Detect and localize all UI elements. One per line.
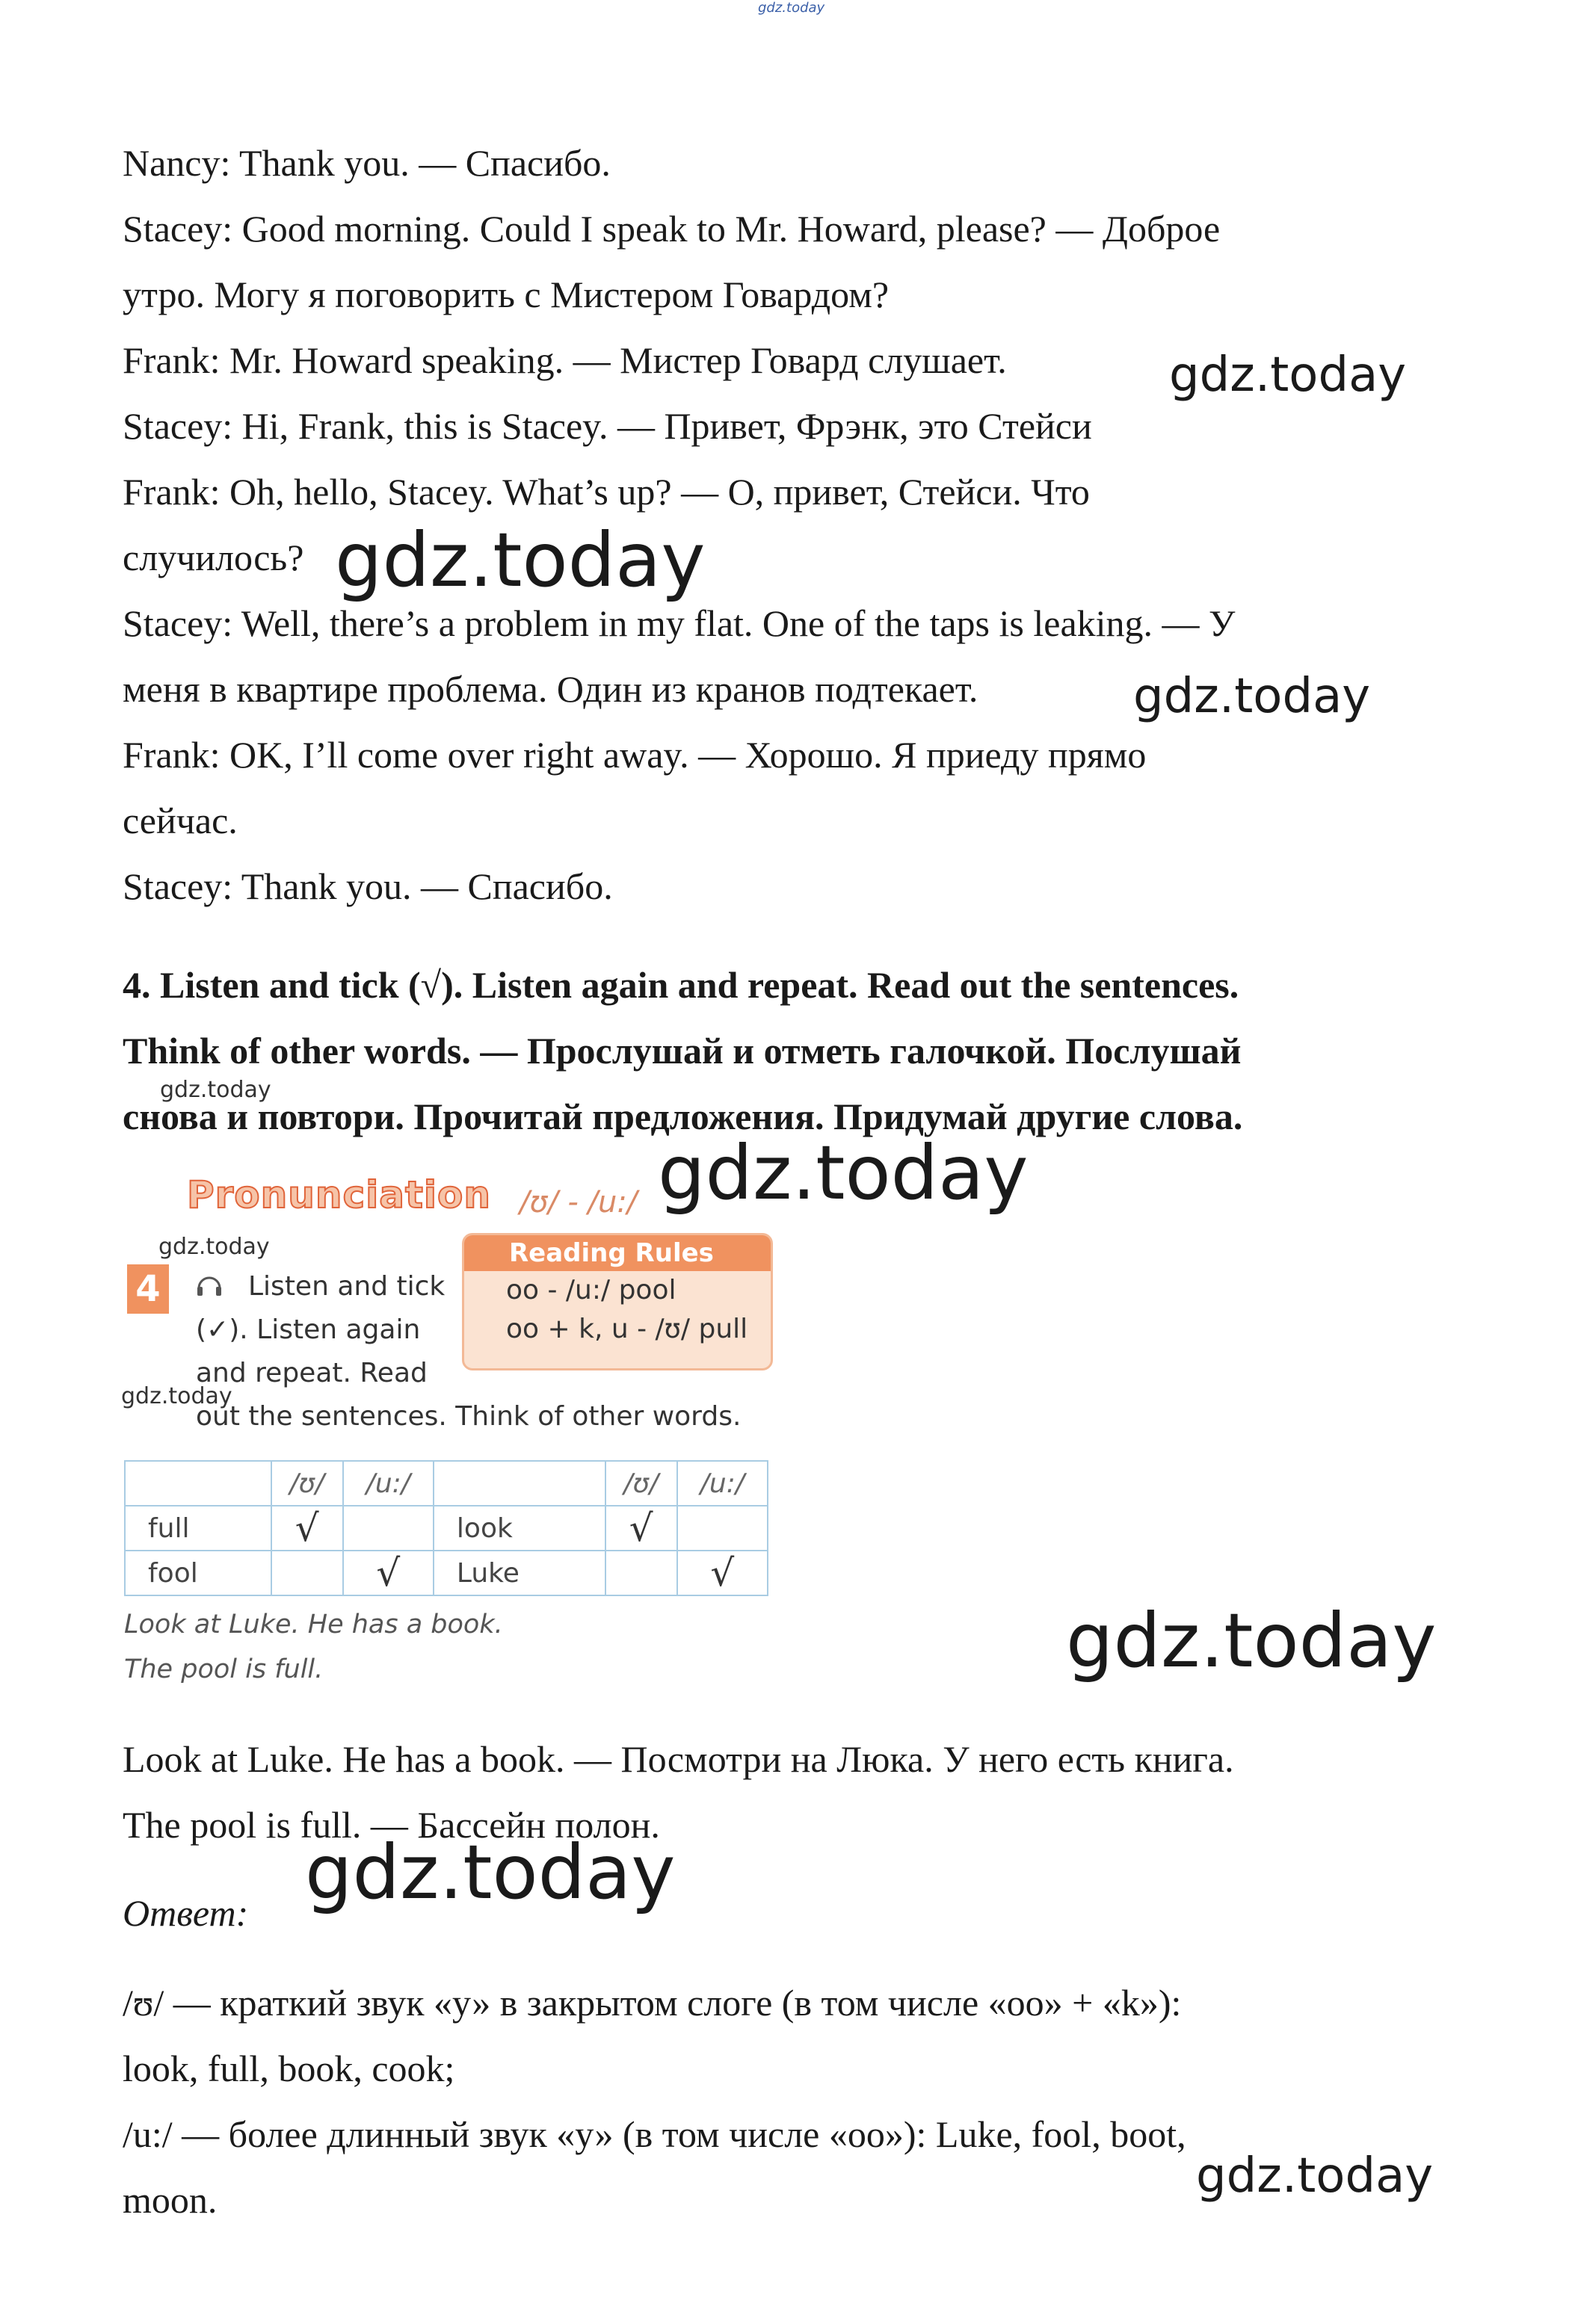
- watermark: gdz.today: [121, 1383, 232, 1409]
- table-cell: /ʊ/: [605, 1461, 677, 1506]
- task-heading: Think of other words. — Прослушай и отметь галочкой. Послушай: [123, 1030, 1242, 1072]
- answer-label: Ответ:: [123, 1892, 249, 1934]
- answer-line: look, full, book, cook;: [123, 2048, 455, 2089]
- watermark: gdz.today: [1066, 1597, 1437, 1684]
- dialogue-line: Nancy: Thank you. — Спасибо.: [123, 142, 611, 184]
- table-cell: [434, 1461, 605, 1506]
- dialogue-line: утро. Могу я поговорить с Мистером Говардом?: [123, 273, 890, 315]
- table-cell: /u:/: [343, 1461, 434, 1506]
- table-cell: /ʊ/: [271, 1461, 343, 1506]
- table-cell: [125, 1461, 271, 1506]
- dialogue-line: Stacey: Well, there’s a problem in my flat. One of the taps is leaking. — У: [123, 602, 1236, 644]
- tick-cell: √: [271, 1506, 343, 1551]
- exercise-instruction: Listen and tick: [248, 1271, 446, 1302]
- tick-cell: [343, 1506, 434, 1551]
- watermark: gdz.today: [160, 1077, 271, 1103]
- table-cell: fool: [125, 1551, 271, 1595]
- answer-line: /ʊ/ — краткий звук «у» в закрытом слоге (в том числе «oo» + «k»):: [123, 1982, 1182, 2024]
- reading-rules-title: Reading Rules: [464, 1235, 771, 1271]
- example-sentence: The pool is full.: [124, 1654, 324, 1684]
- dialogue-line: Stacey: Thank you. — Спасибо.: [123, 865, 613, 907]
- translation-line: The pool is full. — Бассейн полон.: [123, 1804, 660, 1846]
- watermark-top: gdz.today: [758, 0, 825, 16]
- dialogue-line: Frank: Mr. Howard speaking. — Мистер Говард слушает.: [123, 339, 1007, 381]
- table-header-row: [125, 1461, 768, 1506]
- watermark: gdz.today: [305, 1829, 676, 1916]
- tick-cell: √: [343, 1551, 434, 1595]
- tick-cell: √: [605, 1506, 677, 1551]
- dialogue-line: Frank: OK, I’ll come over right away. — Хорошо. Я приеду прямо: [123, 734, 1147, 776]
- watermark: gdz.today: [1196, 2148, 1434, 2204]
- dialogue-line: случилось?: [123, 537, 304, 578]
- task-heading: 4. Listen and tick (√). Listen again and repeat. Read out the sentences.: [123, 964, 1239, 1006]
- watermark: gdz.today: [1169, 347, 1407, 403]
- table-cell: look: [434, 1506, 605, 1551]
- table-cell: /u:/: [677, 1461, 768, 1506]
- dialogue-line: Stacey: Good morning. Could I speak to Mr. Howard, please? — Доброе: [123, 208, 1221, 250]
- watermark: gdz.today: [1133, 669, 1371, 724]
- watermark: gdz.today: [335, 516, 706, 604]
- tick-cell: [677, 1506, 768, 1551]
- reading-rules-box: [462, 1233, 773, 1370]
- exercise-number: 4: [127, 1264, 169, 1314]
- reading-rule: oo + k, u - /ʊ/ pull: [506, 1314, 748, 1344]
- tick-cell: √: [677, 1551, 768, 1595]
- answer-line: /u:/ — более длинный звук «у» (в том числе «oo»): Luke, fool, boot,: [123, 2113, 1186, 2155]
- exercise-instruction: and repeat. Read: [196, 1358, 428, 1388]
- table-cell: full: [125, 1506, 271, 1551]
- dialogue-line: меня в квартире проблема. Один из кранов подтекает.: [123, 668, 978, 710]
- dialogue-line: Stacey: Hi, Frank, this is Stacey. — Привет, Фрэнк, это Стейси: [123, 405, 1092, 447]
- reading-rule: oo - /u:/ pool: [506, 1275, 676, 1305]
- translation-line: Look at Luke. He has a book. — Посмотри на Люка. У него есть книга.: [123, 1738, 1234, 1780]
- example-sentence: Look at Luke. He has a book.: [124, 1610, 503, 1640]
- table-row: [125, 1551, 768, 1595]
- dialogue-line: Frank: Oh, hello, Stacey. What’s up? — О, привет, Стейси. Что: [123, 471, 1090, 513]
- headphones-icon: [194, 1270, 224, 1300]
- table-row: [125, 1506, 768, 1551]
- pronunciation-phonemes: /ʊ/ - /u:/: [520, 1185, 638, 1220]
- watermark: gdz.today: [658, 1129, 1029, 1217]
- pronunciation-table: [124, 1460, 768, 1596]
- watermark: gdz.today: [158, 1234, 270, 1260]
- answer-line: moon.: [123, 2179, 218, 2221]
- exercise-instruction: out the sentences. Think of other words.: [196, 1401, 742, 1432]
- dialogue-line: сейчас.: [123, 800, 238, 841]
- table-cell: Luke: [434, 1551, 605, 1595]
- exercise-instruction: (✓). Listen again: [196, 1314, 421, 1345]
- pronunciation-title: Pronunciation: [187, 1173, 491, 1217]
- task-heading: снова и повтори. Прочитай предложения. Придумай другие слова.: [123, 1095, 1243, 1137]
- tick-cell: [605, 1551, 677, 1595]
- tick-cell: [271, 1551, 343, 1595]
